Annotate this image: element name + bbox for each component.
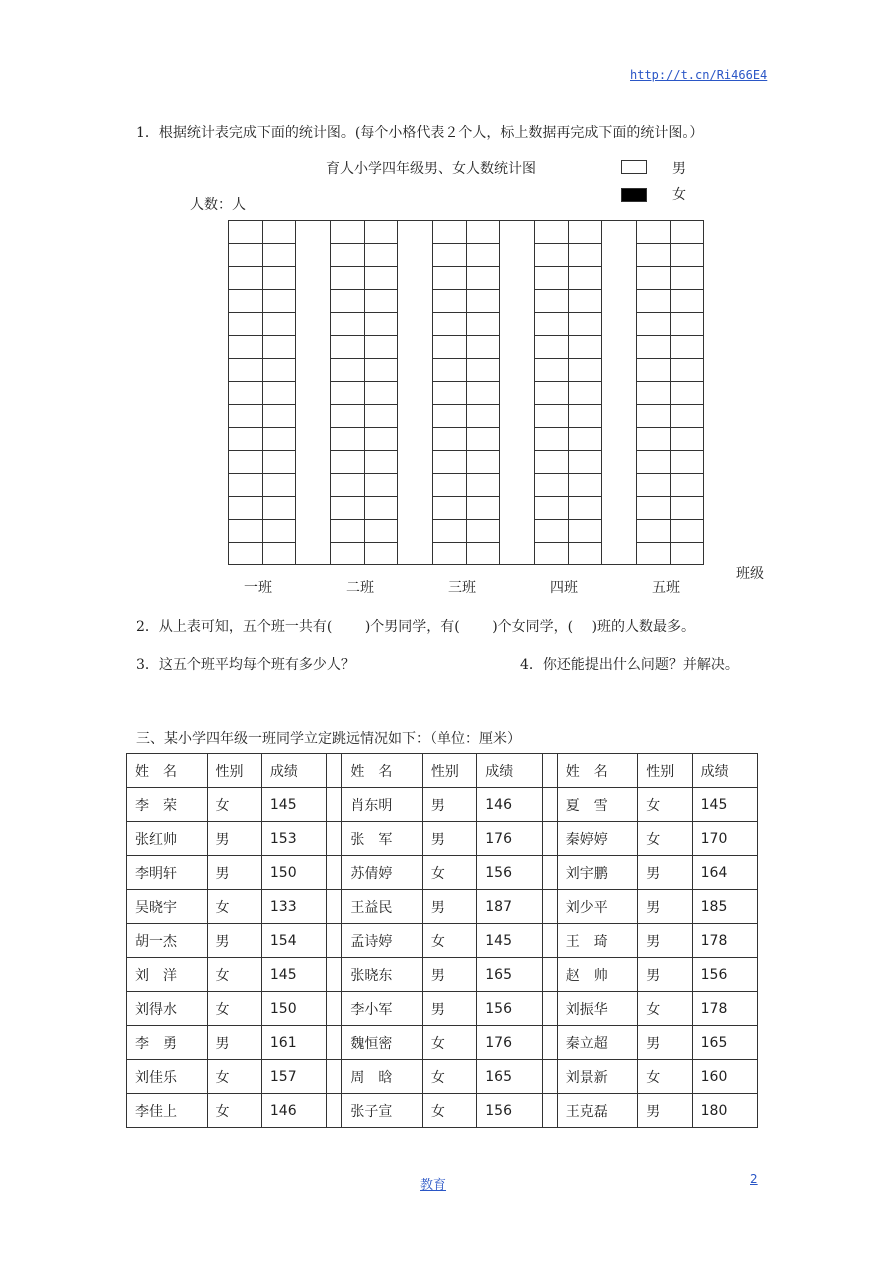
table-separator <box>542 992 557 1026</box>
table-row <box>127 958 758 992</box>
student-gender: 男 <box>638 856 692 890</box>
student-score: 150 <box>261 992 326 1026</box>
student-score: 133 <box>261 890 326 924</box>
table-header-cell: 姓 名 <box>557 754 638 788</box>
table-separator <box>327 958 342 992</box>
table-row <box>127 890 758 924</box>
student-gender: 男 <box>422 822 476 856</box>
student-name: 魏恒密 <box>342 1026 423 1060</box>
table-header-cell: 性别 <box>207 754 261 788</box>
table-separator <box>542 856 557 890</box>
student-gender: 男 <box>207 822 261 856</box>
table-header-cell: 成绩 <box>261 754 326 788</box>
student-name: 王克磊 <box>557 1094 638 1128</box>
x-tick-label: 二班 <box>346 580 374 596</box>
student-name: 胡一杰 <box>127 924 208 958</box>
legend-male-swatch <box>621 160 647 174</box>
student-name: 李明轩 <box>127 856 208 890</box>
student-name: 王益民 <box>342 890 423 924</box>
student-score: 145 <box>477 924 542 958</box>
table-header-row <box>127 754 758 788</box>
table-row <box>127 1026 758 1060</box>
student-score: 187 <box>477 890 542 924</box>
student-gender: 男 <box>638 1026 692 1060</box>
student-score: 160 <box>692 1060 757 1094</box>
student-gender: 男 <box>422 958 476 992</box>
student-gender: 女 <box>638 788 692 822</box>
table-row <box>127 1060 758 1094</box>
legend-male-label: 男 <box>672 161 686 177</box>
student-gender: 男 <box>422 890 476 924</box>
student-name: 肖东明 <box>342 788 423 822</box>
student-gender: 男 <box>638 1094 692 1128</box>
student-score: 161 <box>261 1026 326 1060</box>
section-3-title: 三、某小学四年级一班同学立定跳远情况如下：（单位：厘米） <box>136 731 521 747</box>
student-score: 185 <box>692 890 757 924</box>
student-score: 170 <box>692 822 757 856</box>
footer-link[interactable]: 教育 <box>420 1178 447 1193</box>
student-score: 150 <box>261 856 326 890</box>
student-gender: 女 <box>422 856 476 890</box>
question-1-text: 1．根据统计表完成下面的统计图。(每个小格代表２个人，标上数据再完成下面的统计图。） <box>136 125 704 141</box>
student-name: 苏倩婷 <box>342 856 423 890</box>
student-score: 165 <box>477 1060 542 1094</box>
table-row <box>127 788 758 822</box>
student-name: 张 军 <box>342 822 423 856</box>
chart-title: 育人小学四年级男、女人数统计图 <box>326 161 536 177</box>
student-score: 164 <box>692 856 757 890</box>
table-separator <box>327 890 342 924</box>
student-gender: 女 <box>207 958 261 992</box>
student-name: 秦立超 <box>557 1026 638 1060</box>
student-name: 张子宣 <box>342 1094 423 1128</box>
student-score: 156 <box>477 856 542 890</box>
x-tick-label: 三班 <box>448 580 476 596</box>
question-3-text: 3．这五个班平均每个班有多少人？ <box>136 657 355 673</box>
table-header-cell: 性别 <box>422 754 476 788</box>
table-row <box>127 992 758 1026</box>
table-separator <box>542 1094 557 1128</box>
question-4-text: 4．你还能提出什么问题？并解决。 <box>520 657 739 673</box>
student-score: 145 <box>692 788 757 822</box>
x-axis-label: 班级 <box>736 566 764 582</box>
student-name: 刘少平 <box>557 890 638 924</box>
chart-frame <box>228 220 704 565</box>
student-score: 165 <box>477 958 542 992</box>
table-separator <box>327 992 342 1026</box>
table-separator <box>542 890 557 924</box>
student-score: 145 <box>261 788 326 822</box>
student-score: 180 <box>692 1094 757 1128</box>
table-header-cell: 姓 名 <box>127 754 208 788</box>
student-name: 吴晓宇 <box>127 890 208 924</box>
question-2-text: 2．从上表可知，五个班一共有( )个男同学，有( )个女同学，( )班的人数最多。 <box>136 619 696 635</box>
student-gender: 女 <box>422 1026 476 1060</box>
student-score: 145 <box>261 958 326 992</box>
student-score: 146 <box>261 1094 326 1128</box>
student-name: 李 荣 <box>127 788 208 822</box>
student-gender: 男 <box>422 992 476 1026</box>
table-separator <box>327 754 342 788</box>
table-header-cell: 性别 <box>638 754 692 788</box>
table-separator <box>542 1026 557 1060</box>
table-separator <box>327 788 342 822</box>
student-gender: 女 <box>422 1094 476 1128</box>
student-name: 李小军 <box>342 992 423 1026</box>
student-gender: 女 <box>422 924 476 958</box>
table-separator <box>327 1060 342 1094</box>
table-separator <box>327 856 342 890</box>
student-name: 李 勇 <box>127 1026 208 1060</box>
table-header-cell: 姓 名 <box>342 754 423 788</box>
table-separator <box>542 788 557 822</box>
table-separator <box>327 924 342 958</box>
student-name: 刘得水 <box>127 992 208 1026</box>
header-url-link[interactable]: http://t.cn/Ri466E4 <box>630 68 768 82</box>
table-row <box>127 856 758 890</box>
table-separator <box>542 822 557 856</box>
legend-female-swatch <box>621 188 647 202</box>
student-score: 176 <box>477 1026 542 1060</box>
table-row <box>127 822 758 856</box>
student-name: 张红帅 <box>127 822 208 856</box>
student-name: 刘景新 <box>557 1060 638 1094</box>
student-name: 赵 帅 <box>557 958 638 992</box>
student-name: 王 琦 <box>557 924 638 958</box>
student-gender: 男 <box>207 1026 261 1060</box>
student-gender: 女 <box>638 822 692 856</box>
student-gender: 男 <box>207 924 261 958</box>
x-tick-label: 四班 <box>550 580 578 596</box>
student-name: 刘宇鹏 <box>557 856 638 890</box>
student-name: 李佳上 <box>127 1094 208 1128</box>
student-gender: 女 <box>207 992 261 1026</box>
student-name: 孟诗婷 <box>342 924 423 958</box>
student-name: 张晓东 <box>342 958 423 992</box>
legend-female-label: 女 <box>672 187 686 203</box>
student-gender: 男 <box>638 890 692 924</box>
student-gender: 女 <box>207 890 261 924</box>
student-gender: 女 <box>207 788 261 822</box>
student-score: 154 <box>261 924 326 958</box>
student-score: 178 <box>692 924 757 958</box>
student-gender: 女 <box>422 1060 476 1094</box>
student-score: 153 <box>261 822 326 856</box>
student-score: 156 <box>477 992 542 1026</box>
student-score: 178 <box>692 992 757 1026</box>
student-score: 146 <box>477 788 542 822</box>
table-row <box>127 1094 758 1128</box>
student-name: 刘振华 <box>557 992 638 1026</box>
table-separator <box>542 958 557 992</box>
table-header-cell: 成绩 <box>477 754 542 788</box>
chart-grid <box>228 220 704 565</box>
table-separator <box>327 822 342 856</box>
student-gender: 男 <box>422 788 476 822</box>
student-name: 刘佳乐 <box>127 1060 208 1094</box>
table-separator <box>542 924 557 958</box>
student-name: 夏 雪 <box>557 788 638 822</box>
student-gender: 男 <box>638 924 692 958</box>
student-gender: 女 <box>638 1060 692 1094</box>
student-score: 165 <box>692 1026 757 1060</box>
table-separator <box>327 1026 342 1060</box>
table-separator <box>327 1094 342 1128</box>
long-jump-table <box>126 753 758 1128</box>
y-axis-label: 人数：人 <box>190 197 246 213</box>
student-score: 156 <box>692 958 757 992</box>
table-row <box>127 924 758 958</box>
student-gender: 女 <box>207 1060 261 1094</box>
table-separator <box>542 1060 557 1094</box>
x-tick-label: 一班 <box>244 580 272 596</box>
student-score: 156 <box>477 1094 542 1128</box>
page-number: 2 <box>750 1172 758 1186</box>
student-name: 周 晗 <box>342 1060 423 1094</box>
student-gender: 女 <box>207 1094 261 1128</box>
student-gender: 男 <box>207 856 261 890</box>
x-tick-label: 五班 <box>652 580 680 596</box>
student-gender: 男 <box>638 958 692 992</box>
table-separator <box>542 754 557 788</box>
student-score: 157 <box>261 1060 326 1094</box>
student-score: 176 <box>477 822 542 856</box>
student-name: 秦婷婷 <box>557 822 638 856</box>
table-header-cell: 成绩 <box>692 754 757 788</box>
student-name: 刘 洋 <box>127 958 208 992</box>
student-gender: 女 <box>638 992 692 1026</box>
